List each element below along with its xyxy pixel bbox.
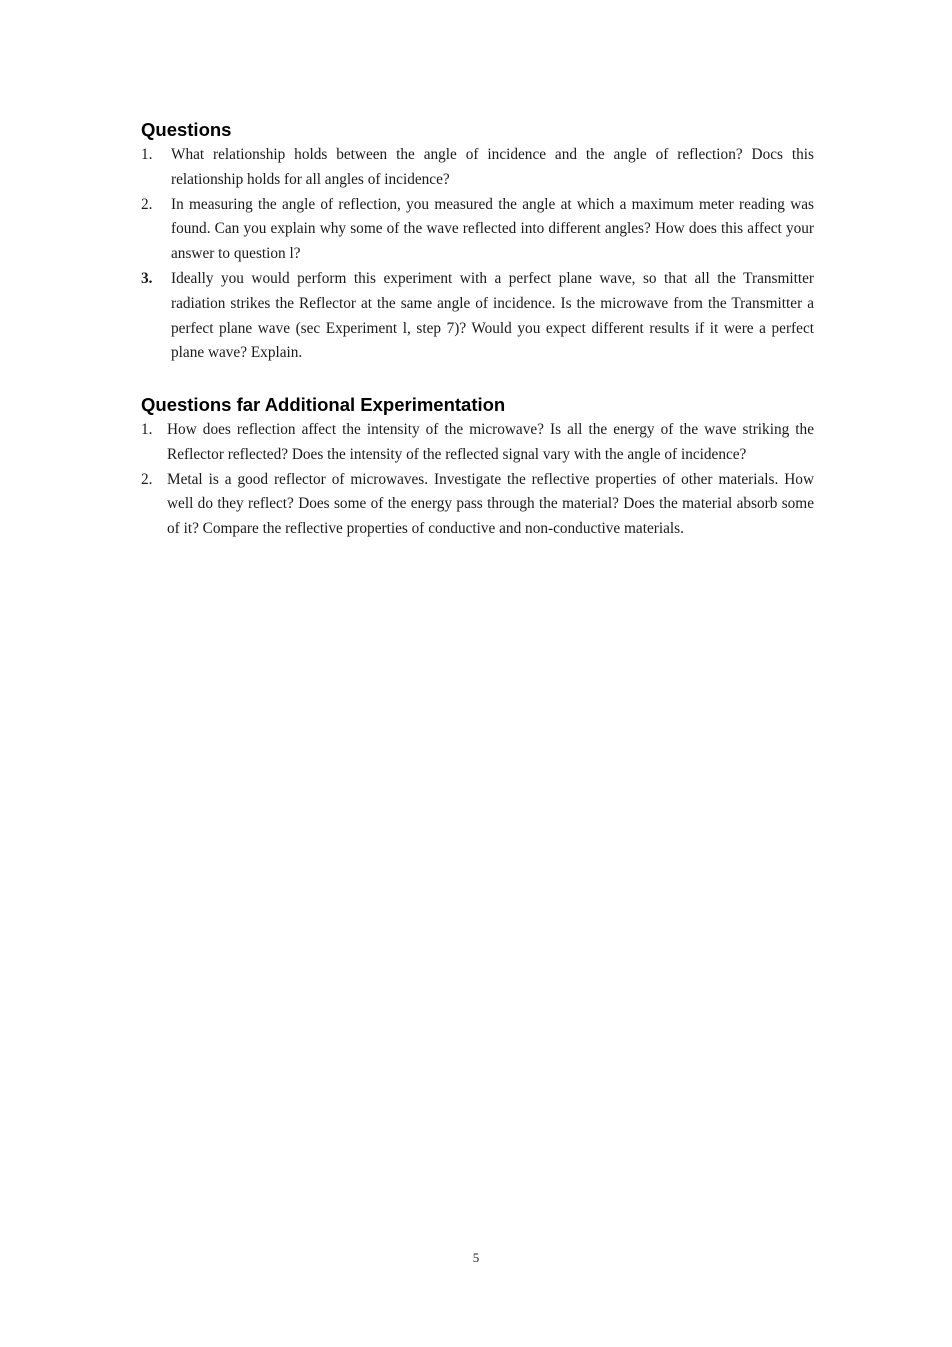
item-text: Metal is a good reflector of microwaves. Investigate the reflective properties of other materials. How well do they reflect? Does some of the energy pass through the material? Does the material absorb some of it? Compare the reflective properties of conductive and non-conductive materials.: [167, 470, 814, 538]
item-text: In measuring the angle of reflection, you measured the angle at which a maximum meter reading was found. Can you explain why some of the wave reflected into different angles? How does this affect your answer to question l?: [171, 195, 814, 263]
list-item: [141, 267, 814, 366]
item-number: 1.: [141, 146, 153, 163]
additional-list: [141, 418, 814, 542]
page-number: 5: [472, 1250, 480, 1265]
item-number: 3.: [141, 269, 153, 287]
list-item: [141, 468, 814, 542]
item-text: How does reflection affect the intensity of the microwave? Is all the energy of the wave striking the Reflector reflected? Does the intensity of the reflected signal vary with the angle of incidence?: [167, 421, 814, 463]
questions-heading: Questions: [141, 119, 232, 140]
item-number: 2.: [141, 195, 153, 213]
list-item: [141, 193, 814, 267]
item-text: What relationship holds between the angle of incidence and the angle of reflection? Docs this relationship holds for all angles of incidence?: [171, 146, 814, 188]
questions-list: [141, 143, 814, 366]
additional-heading: Questions far Additional Experimentation: [141, 394, 506, 415]
item-text: Ideally you would perform this experiment with a perfect plane wave, so that all the Transmitter radiation strikes the Reflector at the same angle of incidence. Is the microwave from the Transmitter a perfect plane wave (sec Experiment l, step 7)? Would you expect different results if it were a perfect plane wave? Explain.: [171, 269, 814, 362]
list-item: [141, 418, 814, 468]
item-number: 1.: [141, 421, 153, 438]
list-item: [141, 143, 814, 193]
questions-section: [141, 118, 814, 366]
additional-experimentation-section: [141, 393, 814, 542]
item-number: 2.: [141, 470, 153, 488]
